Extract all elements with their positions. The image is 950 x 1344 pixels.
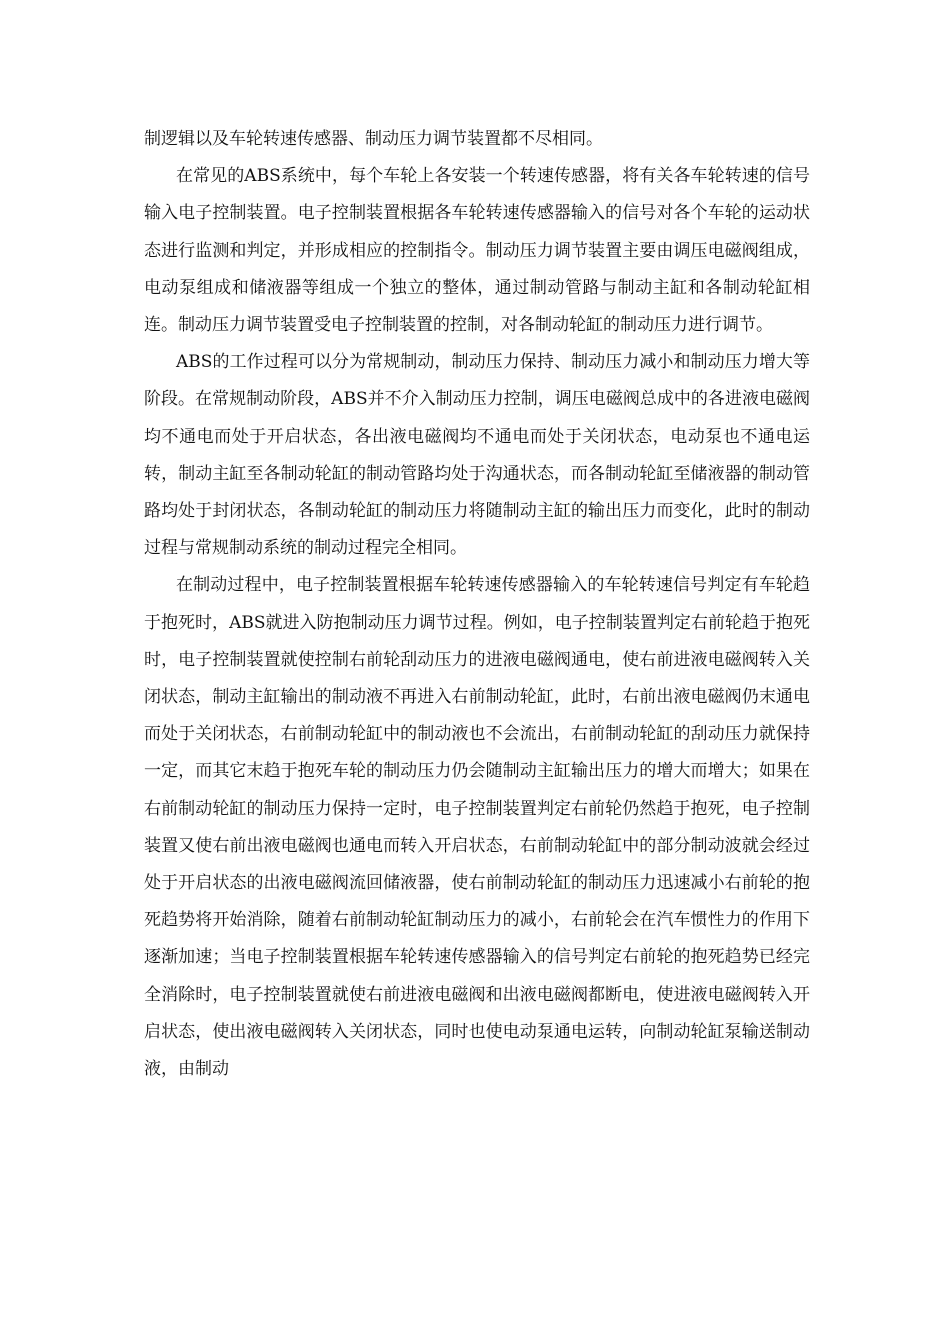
- paragraph-continuation: 制逻辑以及车轮转速传感器、制动压力调节装置都不尽相同。: [144, 129, 603, 149]
- body-text: [144, 121, 810, 1088]
- paragraph-abs-process: ABS的工作过程可以分为常规制动，制动压力保持、制动压力减小和制动压力增大等阶段。在常规制动阶段，ABS并不介入制动压力控制，调压电磁阀总成中的各进液电磁阀均不通电而处于开启状态，各出液电磁阀均不通电而处于关闭状态，电动泵也不通电运转，制动主缸至各制动轮缸的制动管路均处于沟通状态，而各制动轮缸至储液器的制动管路均处于封闭状态，各制动轮缸的制动压力将随制动主缸的输出压力而变化，此时的制动过程与常规制动系统的制动过程完全相同。: [144, 352, 810, 559]
- paragraph-abs-system: 在常见的ABS系统中，每个车轮上各安装一个转速传感器，将有关各车轮转速的信号输入电子控制装置。电子控制装置根据各车轮转速传感器输入的信号对各个车轮的运动状态进行监测和判定，并形成相应的控制指令。制动压力调节装置主要由调压电磁阀组成，电动泵组成和储液器等组成一个独立的整体，通过制动管路与制动主缸和各制动轮缸相连。制动压力调节装置受电子控制装置的控制，对各制动轮缸的制动压力进行调节。: [144, 166, 810, 336]
- paragraph-braking-control: 在制动过程中，电子控制装置根据车轮转速传感器输入的车轮转速信号判定有车轮趋于抱死时，ABS就进入防抱制动压力调节过程。例如，电子控制装置判定右前轮趋于抱死时，电子控制装置就使控制右前轮刮动压力的进液电磁阀通电，使右前进液电磁阀转入关闭状态，制动主缸输出的制动液不再进入右前制动轮缸，此时，右前出液电磁阀仍末通电而处于关闭状态，右前制动轮缸中的制动液也不会流出，右前制动轮缸的刮动压力就保持一定，而其它末趋于抱死车轮的制动压力仍会随制动主缸输出压力的增大而增大；如果在右前制动轮缸的制动压力保持一定时，电子控制装置判定右前轮仍然趋于抱死，电子控制装置又使右前出液电磁阀也通电而转入开启状态，右前制动轮缸中的部分制动波就会经过处于开启状态的出液电磁阀流回储液器，使右前制动轮缸的制动压力迅速减小右前轮的抱死趋势将开始消除，随着右前制动轮缸制动压力的减小，右前轮会在汽车惯性力的作用下逐渐加速；当电子控制装置根据车轮转速传感器输入的信号判定右前轮的抱死趋势已经完全消除时，电子控制装置就使右前进液电磁阀和出液电磁阀都断电，使进液电磁阀转入开启状态，使出液电磁阀转入关闭状态，同时也使电动泵通电运转，向制动轮缸泵输送制动液，由制动: [144, 575, 810, 1080]
